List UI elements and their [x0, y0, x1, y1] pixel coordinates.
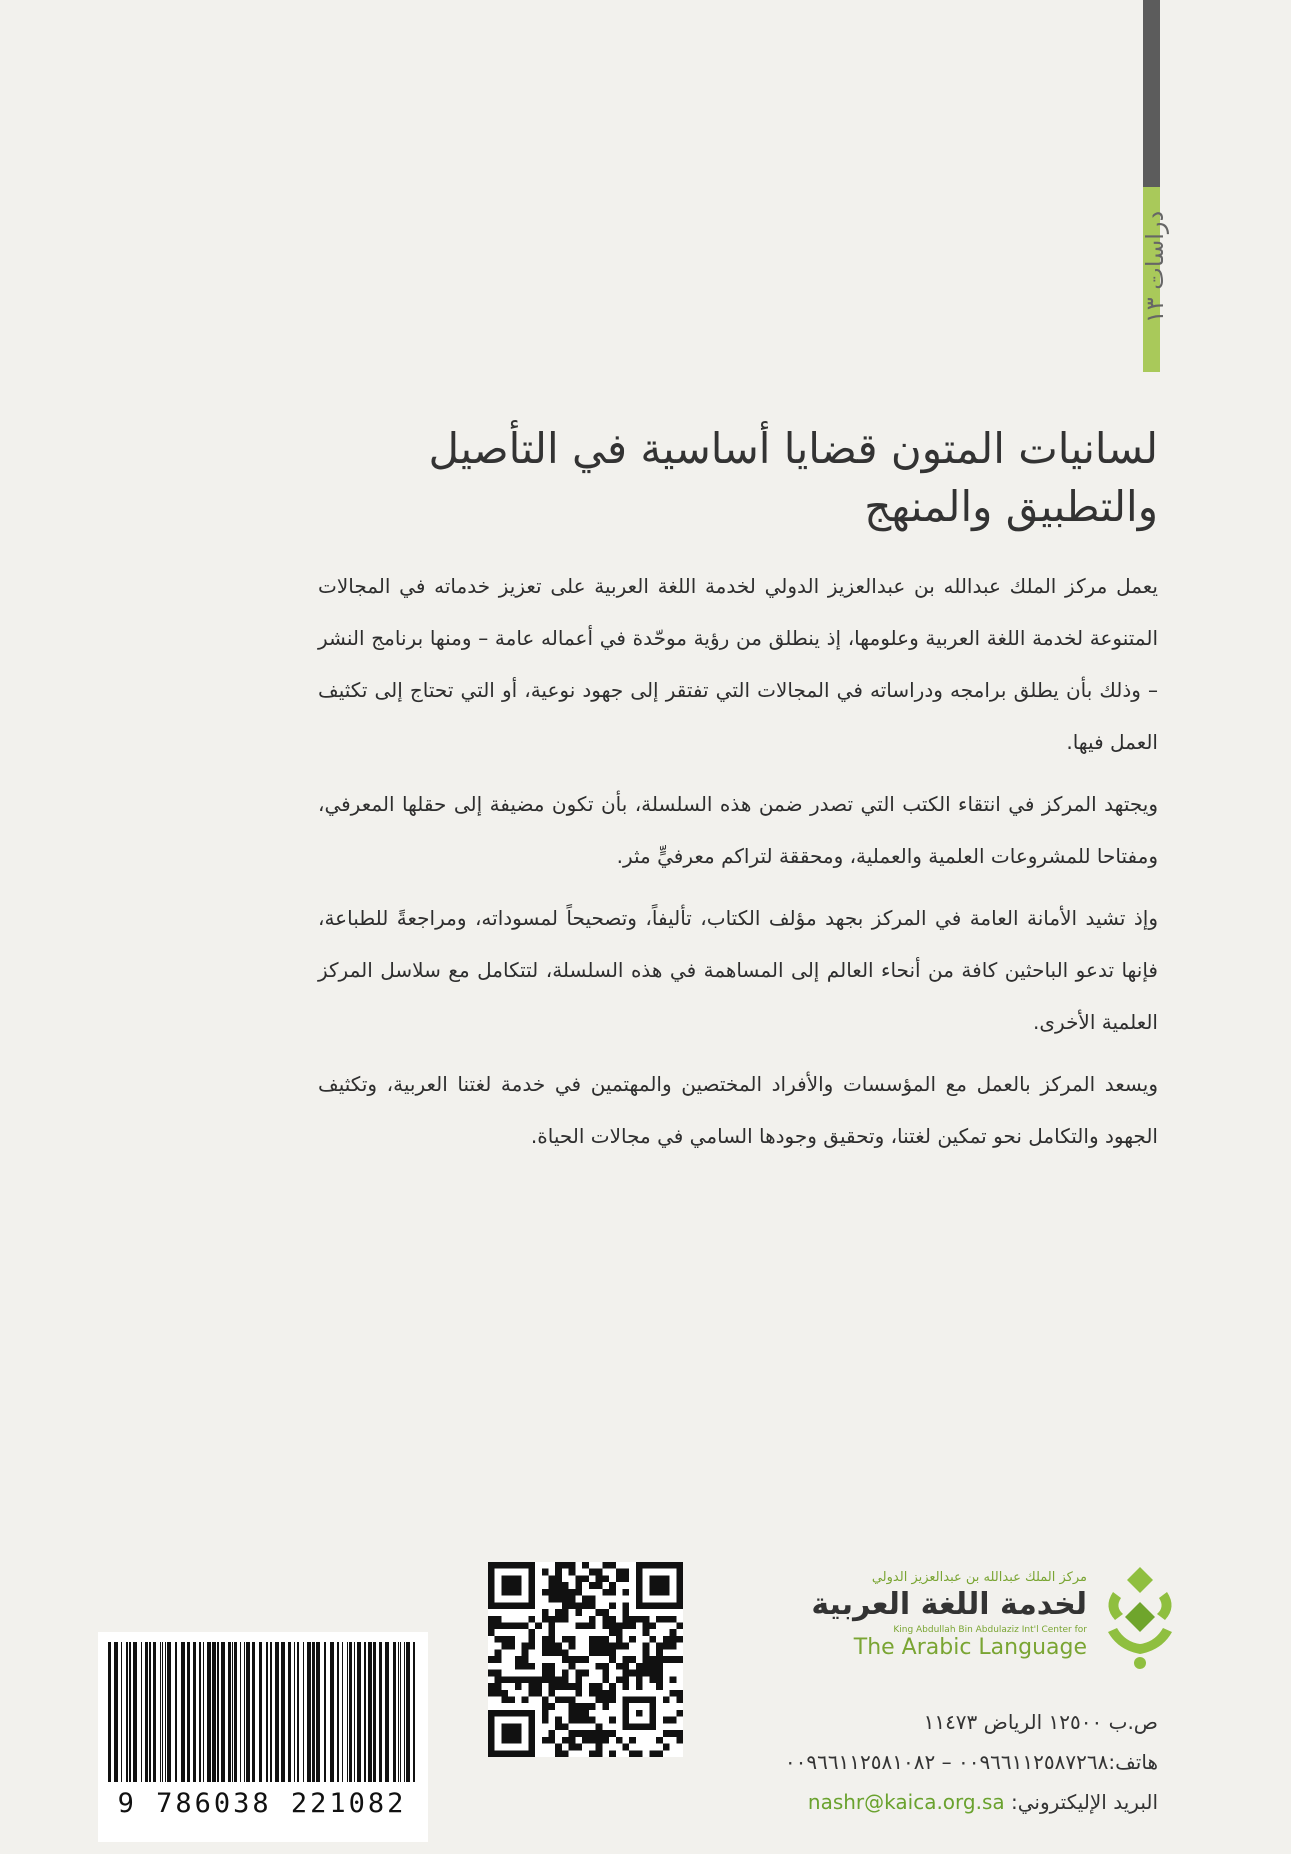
email-row [718, 1790, 1158, 1814]
logo-line-arabic-small: مركز الملك عبدالله بن عبدالعزيز الدولي [871, 1570, 1087, 1585]
po-box: ص.ب ١٢٥٠٠ الرياض ١١٤٧٣ [923, 1710, 1158, 1734]
series-label: دراسات ١٣ [1141, 210, 1169, 324]
title-line-1: لسانيات المتون قضايا أساسية في التأصيل [428, 424, 1158, 473]
spine-bar-dark [1143, 0, 1160, 187]
title-line-2: والتطبيق والمنهج [864, 482, 1158, 531]
logo-line-english-small: King Abdullah Bin Abdulaziz Int'l Center for [893, 1625, 1087, 1635]
email-label: البريد الإليكتروني: [1011, 1790, 1158, 1814]
publisher-emblem-icon [1093, 1562, 1187, 1672]
paragraph: ويسعد المركز بالعمل مع المؤسسات والأفراد المختصين والمهتمين في خدمة لغتنا العربية، وتكثيف الجهود والتكامل نحو تمكين لغتنا، وتحقيق وجودها السامي في مجالات الحياة. [318, 1072, 1158, 1148]
paragraph: وإذ تشيد الأمانة العامة في المركز بجهد مؤلف الكتاب، تأليفاً، وتصحيحاً لمسوداته، ومراجعةً للطباعة، فإنها تدعو الباحثين كافة من أنحاء العالم إلى المساهمة في هذه السلسلة، لتتكامل مع سلاسل المركز العلمية الأخرى. [318, 906, 1158, 1034]
email-link[interactable]: nashr@kaica.org.sa [807, 1790, 1005, 1814]
logo-line-english-large: The Arabic Language [853, 1635, 1087, 1660]
description [318, 560, 1158, 1172]
isbn-number: 9 786038 221082 [117, 1788, 407, 1819]
logo-line-arabic-large: لخدمة اللغة العربية [811, 1587, 1087, 1622]
paragraph: ويجتهد المركز في انتقاء الكتب التي تصدر ضمن هذه السلسلة، بأن تكون مضيفة إلى حقلها المعرفي، ومفتاحا للمشروعات العلمية والعملية، ومحققة لتراكم معرفيٍّ مثر. [318, 792, 1158, 868]
book-title [358, 420, 1158, 536]
publisher-logo-text [787, 1570, 1087, 1660]
qr-code-icon[interactable] [488, 1562, 683, 1757]
paragraph: يعمل مركز الملك عبدالله بن عبدالعزيز الدولي لخدمة اللغة العربية على تعزيز خدماته في المجالات المتنوعة لخدمة اللغة العربية وعلومها، إذ ينطلق من رؤية موحّدة في أعماله عامة – ومنها برنامج النشر – وذلك بأن يطلق برامجه ودراساته في المجالات التي تفتقر إلى جهود نوعية، أو التي تحتاج إلى تكثيف العمل فيها. [318, 574, 1158, 754]
phone: هاتف:٠٠٩٦٦١١٢٥٨٧٢٦٨ – ٠٠٩٦٦١١٢٥٨١٠٨٢ [784, 1750, 1158, 1774]
barcode-icon [98, 1632, 428, 1782]
